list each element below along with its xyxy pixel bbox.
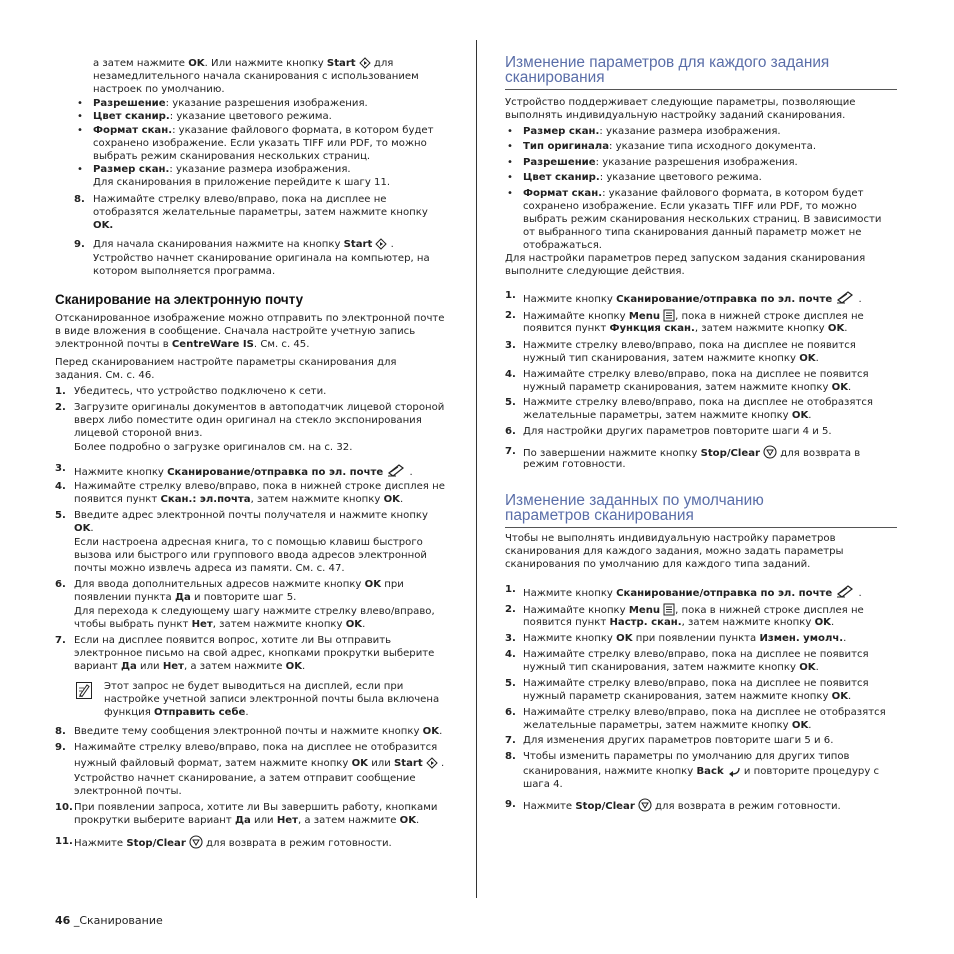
text-line: Нажимайте стрелку влево/вправо, пока на дисплее не <box>93 194 387 205</box>
step-number: 6. <box>505 426 516 437</box>
bullet-item: Цвет сканир.: указание цветового режима. <box>93 111 332 122</box>
text-line: нужный параметр сканирования, затем нажмите кнопку OK. <box>523 382 852 393</box>
text-line: электронной почты. <box>74 786 182 797</box>
step-number: 5. <box>55 510 66 521</box>
text-line: прокрутки выберите вариант Да или Нет, а затем нажмите OK. <box>74 815 420 826</box>
text-line: котором выполняется программа. <box>93 266 276 277</box>
text-line: сканирования для каждого задания, можно задать параметры <box>505 546 844 557</box>
text-line: Чтобы не выполнять индивидуальную настройку параметров <box>505 533 836 544</box>
text-line: Введите тему сообщения электронной почты и нажмите кнопку OK. <box>74 726 443 737</box>
text-line: а затем нажмите OK. Или нажмите кнопку Start для <box>93 57 393 73</box>
step-number: 9. <box>74 239 85 250</box>
text-line: задания. См. с. 46. <box>55 370 155 381</box>
text-line: Для начала сканирования нажмите на кнопку Start . <box>93 238 394 254</box>
text-line: почты можно извлечь адреса из памяти. См. с. 47. <box>74 563 345 574</box>
step-number: 1. <box>55 386 66 397</box>
text-line: Нажимайте стрелку влево/вправо, пока на дисплее не появится <box>523 369 869 380</box>
back-icon <box>727 766 741 781</box>
step-number: 6. <box>55 579 66 590</box>
text-line: выбрать режим сканирования нескольких страниц. <box>93 151 371 162</box>
text-line: Нажмите кнопку Сканирование/отправка по эл. почте . <box>74 462 413 482</box>
text-line: Перед сканированием настройте параметры сканирования для <box>55 357 397 368</box>
step-number: 10. <box>55 802 73 813</box>
text-line: Введите адрес электронной почты получателя и нажмите кнопку <box>74 510 428 521</box>
text-line: шага 4. <box>523 779 563 790</box>
text-line: Нажмите кнопку OK при появлении пункта Измен. умолч.. <box>523 633 847 644</box>
note-text: Этот запрос не будет выводиться на дисплей, если при <box>104 681 404 692</box>
text-line: сканирования по умолчанию для каждого типа заданий. <box>505 559 811 570</box>
step-number: 9. <box>505 799 516 810</box>
scan-email-icon <box>835 289 855 309</box>
stop-clear-icon <box>763 445 777 463</box>
text-line: Нажимайте стрелку влево/вправо, пока на дисплее не отобразятся <box>523 707 886 718</box>
scan-email-icon <box>835 583 855 603</box>
stop-clear-icon <box>638 798 652 816</box>
page-footer <box>55 914 163 927</box>
column-divider <box>476 40 477 898</box>
text-line: Устройство начнет сканирование оригинала на компьютер, на <box>93 253 430 264</box>
text-line: появлении пункта Да и повторите шаг 5. <box>74 592 297 603</box>
note-text: настройке учетной записи электронной почты была включена <box>104 694 440 705</box>
stop-clear-icon <box>189 835 203 853</box>
text-line: Нажмите кнопку Сканирование/отправка по эл. почте . <box>523 583 862 603</box>
text-line: незамедлительного начала сканирования с использованием <box>93 71 419 82</box>
step-number: 7. <box>505 446 516 457</box>
text-line: При появлении запроса, хотите ли Вы завершить работу, кнопками <box>74 802 438 813</box>
text-line: сканирования, нажмите кнопку Back и повторите процедуру с <box>523 765 879 781</box>
text-line: выполнять индивидуальную настройку заданий сканирования. <box>505 110 846 121</box>
text-line: выбрать режим сканирования нескольких страниц. В зависимости <box>523 214 882 225</box>
section-name: _Сканирование <box>73 914 163 927</box>
text-line: Нажмите кнопку Сканирование/отправка по эл. почте . <box>523 289 862 309</box>
note-icon <box>76 682 92 703</box>
bullet-item: Цвет сканир.: указание цветового режима. <box>523 172 762 183</box>
text-line: вызова или быстрого или группового ввода адресов электронной <box>74 550 427 561</box>
step-number: 7. <box>505 735 516 746</box>
scan-email-icon <box>386 462 406 482</box>
text-line: Для перехода к следующему шагу нажмите стрелку влево/вправо, <box>74 606 435 617</box>
text-line: Нажимайте стрелку влево/вправо, пока на дисплее не появится <box>523 649 869 660</box>
section-heading: параметров сканирования <box>505 507 694 524</box>
text-line: появится пункт Настр. скан., затем нажмите кнопку OK. <box>523 617 835 628</box>
step-number: 4. <box>505 369 516 380</box>
text-line: По завершении нажмите кнопку Stop/Clear для возврата в <box>523 445 860 463</box>
text-line: нужный файловый формат, затем нажмите кнопку OK или Start . <box>74 757 444 773</box>
step-number: 4. <box>55 481 66 492</box>
bullet-item: Разрешение: указание разрешения изображения. <box>93 98 368 109</box>
text-line: Убедитесь, что устройство подключено к сети. <box>74 386 327 397</box>
text-line: Для изменения других параметров повторите шаги 5 и 6. <box>523 735 834 746</box>
text-line: сохранено изображение. Если указать TIFF или PDF, то можно <box>523 201 857 212</box>
section-heading: сканирования <box>505 69 605 86</box>
text-line: появится пункт Функция скан., затем нажмите кнопку OK. <box>523 323 848 334</box>
text-line: настроек по умолчанию. <box>93 84 225 95</box>
step-number: 2. <box>55 402 66 413</box>
section-heading: Сканирование на электронную почту <box>55 292 304 307</box>
text-line: Устройство начнет сканирование, а затем отправит сообщение <box>74 773 416 784</box>
step-number: 8. <box>505 751 516 762</box>
text-line: Отсканированное изображение можно отправить по электронной почте <box>55 313 445 324</box>
step-number: 3. <box>505 340 516 351</box>
text-line: Нажимайте кнопку Menu , пока в нижней строке дисплея не <box>523 603 864 620</box>
text-line: выполните следующие действия. <box>505 266 685 277</box>
text-line: появится пункт Скан.: эл.почта, затем нажмите кнопку OK. <box>74 494 404 505</box>
bullet-item: Формат скан.: указание файлового формата, в котором будет <box>523 188 864 199</box>
text-line: Нажимайте стрелку влево/вправо, пока на дисплее не отобразится <box>74 742 438 753</box>
text-line: OK. <box>74 523 94 534</box>
text-line: чтобы выбрать пункт Нет, затем нажмите кнопку OK. <box>74 619 366 630</box>
bullet-item: Размер скан.: указание размера изображения. <box>93 164 351 175</box>
note-text: функция Отправить себе. <box>104 707 249 718</box>
text-line: Для настройки параметров перед запуском задания сканирования <box>505 253 866 264</box>
text-line: вариант Да или Нет, а затем нажмите OK. <box>74 661 306 672</box>
text-line: в виде вложения в сообщение. Сначала настройте учетную запись <box>55 326 416 337</box>
step-number: 11. <box>55 836 73 847</box>
start-icon <box>426 757 438 773</box>
page-number: 46 <box>55 914 71 927</box>
text-line: отобразятся желательные параметры, затем нажмите кнопку <box>93 207 428 218</box>
section-heading: Изменение заданных по умолчанию <box>505 492 764 509</box>
step-number: 5. <box>505 397 516 408</box>
bullet-item: Размер скан.: указание размера изображения. <box>523 126 781 137</box>
text-line: Если на дисплее появится вопрос, хотите ли Вы отправить <box>74 635 392 646</box>
step-number: 8. <box>55 726 66 737</box>
text-line: лицевой стороной вниз. <box>74 428 203 439</box>
step-number: 8. <box>74 194 85 205</box>
text-line: Для настройки других параметров повторите шаги 4 и 5. <box>523 426 832 437</box>
text-line: OK. <box>93 220 114 231</box>
text-line: Более подробно о загрузке оригиналов см. на с. 32. <box>74 442 353 453</box>
step-number: 9. <box>55 742 66 753</box>
text-line: Нажимайте кнопку Menu , пока в нижней строке дисплея не <box>523 309 864 326</box>
text-line: желательные параметры, затем нажмите кнопку OK. <box>523 410 812 421</box>
step-number: 4. <box>505 649 516 660</box>
text-line: Нажмите стрелку влево/вправо, пока на дисплее не появится <box>523 340 856 351</box>
step-number: 7. <box>55 635 66 646</box>
text-line: вверх либо поместите один оригинал на стекло экспонирования <box>74 415 422 426</box>
section-heading: Изменение параметров для каждого задания <box>505 54 830 71</box>
text-line: Чтобы изменить параметры по умолчанию для других типов <box>523 751 850 762</box>
text-line: режим готовности. <box>523 459 626 470</box>
step-number: 2. <box>505 310 516 321</box>
text-line: Для сканирования в приложение перейдите к шагу 11. <box>93 177 391 188</box>
heading-rule <box>505 527 897 528</box>
text-line: Нажмите Stop/Clear для возврата в режим готовности. <box>74 835 392 853</box>
bullet-item: Формат скан.: указание файлового формата, в котором будет <box>93 125 434 136</box>
text-line: Устройство поддерживает следующие параметры, позволяющие <box>505 97 856 108</box>
text-line: желательные параметры, затем нажмите кнопку OK. <box>523 720 812 731</box>
text-line: электронное письмо на свой адрес, кнопками прокрутки выберите <box>74 648 435 659</box>
step-number: 2. <box>505 604 516 615</box>
text-line: Загрузите оригиналы документов в автоподатчик лицевой стороной <box>74 402 445 413</box>
text-line: Для ввода дополнительных адресов нажмите кнопку OK при <box>74 579 404 590</box>
step-number: 6. <box>505 707 516 718</box>
step-number: 3. <box>505 633 516 644</box>
step-number: 5. <box>505 678 516 689</box>
text-line: от выбранного типа сканирования данный параметр может не <box>523 227 862 238</box>
text-line: Нажимайте стрелку влево/вправо, пока в нижней строке дисплея не <box>74 481 445 492</box>
text-line: нужный тип сканирования, затем нажмите кнопку OK. <box>523 662 819 673</box>
text-line: электронной почты в CentreWare IS. См. с. 45. <box>55 339 310 350</box>
text-line: Если настроена адресная книга, то с помощью клавиш быстрого <box>74 537 423 548</box>
text-line: сохранено изображение. Если указать TIFF или PDF, то можно <box>93 138 427 149</box>
step-number: 1. <box>505 290 516 301</box>
heading-rule <box>505 89 897 90</box>
text-line: Нажимайте стрелку влево/вправо, пока на дисплее не появится <box>523 678 869 689</box>
text-line: Нажмите Stop/Clear для возврата в режим готовности. <box>523 798 841 816</box>
bullet-item: Разрешение: указание разрешения изображения. <box>523 157 798 168</box>
step-number: 1. <box>505 584 516 595</box>
text-line: Нажмите стрелку влево/вправо, пока на дисплее не отобразятся <box>523 397 873 408</box>
text-line: отображаться. <box>523 240 602 251</box>
text-line: нужный параметр сканирования, затем нажмите кнопку OK. <box>523 691 852 702</box>
bullet-item: Тип оригинала: указание типа исходного документа. <box>523 141 817 152</box>
text-line: нужный тип сканирования, затем нажмите кнопку OK. <box>523 353 819 364</box>
step-number: 3. <box>55 463 66 474</box>
